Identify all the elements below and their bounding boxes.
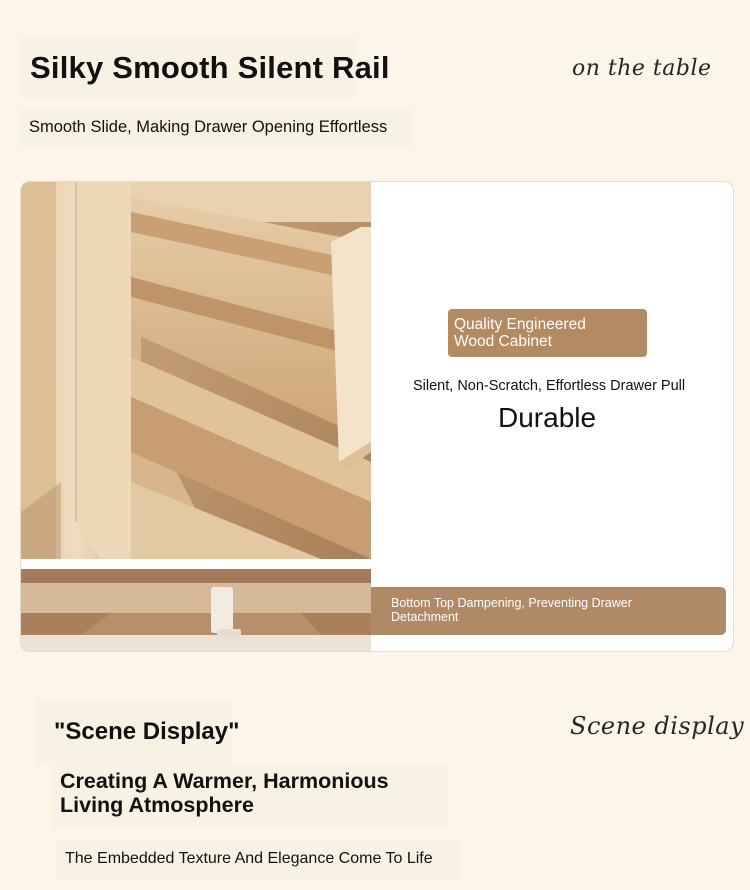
page-subtitle: Smooth Slide, Making Drawer Opening Effortless xyxy=(29,118,388,136)
feature-card xyxy=(20,181,734,652)
quality-badge-text xyxy=(454,316,639,350)
scene-heading xyxy=(60,769,440,817)
feature-line: Silent, Non-Scratch, Effortless Drawer Pull xyxy=(413,378,686,394)
quality-badge-line1: Quality Engineered xyxy=(454,316,586,333)
scene-title: "Scene Display" xyxy=(54,718,240,745)
scene-heading-line1: Creating A Warmer, Harmonious xyxy=(60,769,389,793)
damping-banner-text: Bottom Top Dampening, Preventing Drawer Detachment xyxy=(391,596,632,624)
scene-tagline: The Embedded Texture And Elegance Come To Life xyxy=(65,850,433,867)
durable-headline: Durable xyxy=(498,402,597,433)
quality-badge-line2: Wood Cabinet xyxy=(454,333,552,350)
page-title: Silky Smooth Silent Rail xyxy=(30,50,390,85)
drawer-rail-closeup-photo xyxy=(21,569,371,651)
script-caption: on the table xyxy=(572,56,712,81)
scene-script-caption: Scene display xyxy=(570,712,745,740)
drawer-interior-photo xyxy=(21,182,371,559)
scene-heading-line2: Living Atmosphere xyxy=(60,793,254,817)
